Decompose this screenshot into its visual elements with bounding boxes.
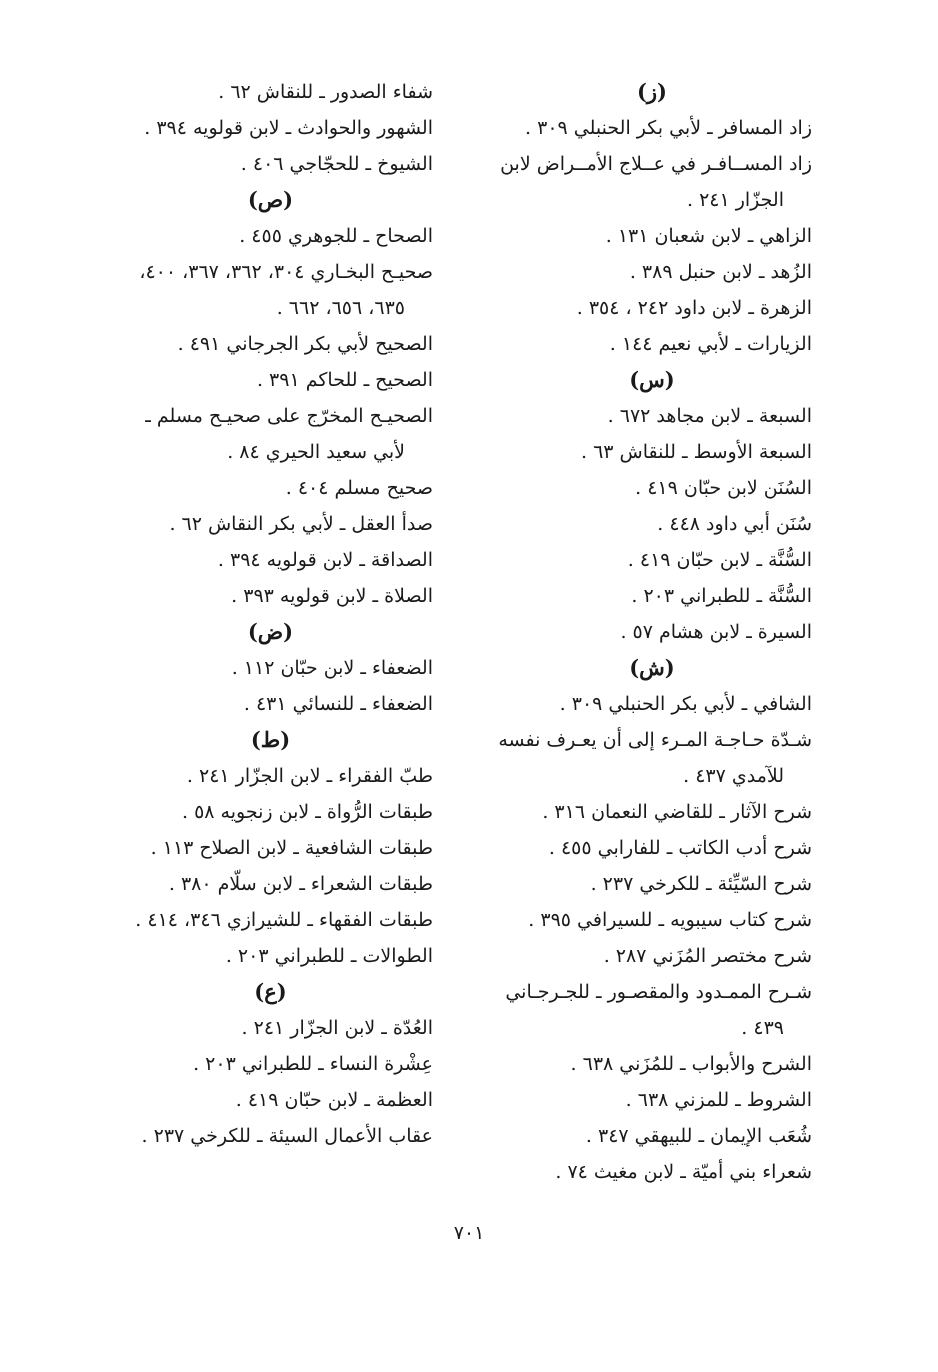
index-entry-text: العظمة ـ لابن حبّان ٤١٩ . bbox=[235, 1089, 433, 1111]
index-entry bbox=[492, 326, 812, 362]
index-entry-text: السُّنَّة ـ للطبراني ٢٠٣ . bbox=[631, 585, 812, 607]
index-entry bbox=[492, 830, 812, 866]
index-entry bbox=[108, 938, 433, 974]
index-entry-text: الصحيـح المخرّج على صحيـح مسلم ـ bbox=[145, 405, 433, 427]
index-entry bbox=[492, 722, 812, 794]
index-entry bbox=[492, 254, 812, 290]
index-entry bbox=[108, 146, 433, 182]
index-entry bbox=[108, 794, 433, 830]
index-entry-text: الصحيح لأبي بكر الجرجاني ٤٩١ . bbox=[177, 333, 433, 355]
index-entry-text: زاد المسافر ـ لأبي بكر الحنبلي ٣٠٩ . bbox=[525, 117, 812, 139]
index-entry bbox=[492, 470, 812, 506]
section-heading: (ش) bbox=[629, 655, 675, 680]
index-entry-continuation: ٤٣٩ . bbox=[741, 1017, 784, 1039]
index-entry bbox=[108, 326, 433, 362]
index-entry-text: صحيـح البخـاري ٣٠٤، ٣٦٢، ٣٦٧، ٤٠٠، bbox=[139, 261, 433, 283]
index-entry-text: شُعَب الإيمان ـ للبيهقي ٣٤٧ . bbox=[585, 1125, 812, 1147]
index-entry bbox=[492, 1082, 812, 1118]
index-entry-text: الزيارات ـ لأبي نعيم ١٤٤ . bbox=[609, 333, 812, 355]
index-entry-text: الطوالات ـ للطبراني ٢٠٣ . bbox=[225, 945, 433, 967]
index-entry-text: السُّنَّة ـ لابن حبّان ٤١٩ . bbox=[627, 549, 812, 571]
index-entry bbox=[492, 974, 812, 1046]
index-entry-text: الزُهد ـ لابن حنبل ٣٨٩ . bbox=[629, 261, 812, 283]
index-entry bbox=[108, 866, 433, 902]
section-heading: (ع) bbox=[254, 979, 287, 1004]
index-entry-text: الشروط ـ للمزني ٦٣٨ . bbox=[625, 1089, 812, 1111]
index-entry bbox=[492, 434, 812, 470]
index-entry bbox=[108, 254, 433, 326]
section-heading: (ص) bbox=[247, 187, 294, 212]
index-entry bbox=[492, 866, 812, 902]
index-entry bbox=[108, 578, 433, 614]
index-entry-text: الزاهي ـ لابن شعبان ١٣١ . bbox=[605, 225, 812, 247]
index-column-left bbox=[108, 74, 433, 1154]
index-entry-text: الشافي ـ لأبي بكر الحنبلي ٣٠٩ . bbox=[559, 693, 812, 715]
index-entry bbox=[492, 398, 812, 434]
index-entry-continuation: للآمدي ٤٣٧ . bbox=[683, 765, 784, 787]
index-entry bbox=[108, 902, 433, 938]
index-entry-text: طبّ الفقراء ـ لابن الجزّار ٢٤١ . bbox=[186, 765, 433, 787]
index-entry bbox=[492, 146, 812, 218]
index-entry bbox=[492, 686, 812, 722]
section-heading: (س) bbox=[629, 367, 675, 392]
index-entry-text: عِشْرة النساء ـ للطبراني ٢٠٣ . bbox=[193, 1053, 433, 1075]
index-entry-continuation: الجزّار ٢٤١ . bbox=[686, 189, 784, 211]
index-entry-text: شـرح الممـدود والمقصـور ـ للجـرجـاني bbox=[505, 981, 812, 1003]
index-entry-continuation: لأبي سعيد الحيري ٨٤ . bbox=[227, 441, 405, 463]
index-entry-text: صحيح مسلم ٤٠٤ . bbox=[285, 477, 433, 499]
index-entry-text: شرح السّيِّئة ـ للكرخي ٢٣٧ . bbox=[590, 873, 812, 895]
index-entry bbox=[492, 290, 812, 326]
index-entry bbox=[108, 1118, 433, 1154]
index-entry bbox=[492, 938, 812, 974]
index-entry-continuation: ٦٣٥، ٦٥٦، ٦٦٢ . bbox=[276, 297, 405, 319]
index-entry-text: شرح مختصر المُزَني ٢٨٧ . bbox=[603, 945, 812, 967]
index-entry bbox=[108, 650, 433, 686]
index-entry-text: الزهرة ـ لابن داود ٢٤٢ ، ٣٥٤ . bbox=[576, 297, 812, 319]
index-entry-text: العُدّة ـ لابن الجزّار ٢٤١ . bbox=[241, 1017, 433, 1039]
index-entry bbox=[492, 578, 812, 614]
index-entry-text: طبقات الشافعية ـ لابن الصلاح ١١٣ . bbox=[150, 837, 433, 859]
index-entry-text: سُنَن أبي داود ٤٤٨ . bbox=[657, 513, 812, 535]
index-entry-text: طبقات الفقهاء ـ للشيرازي ٣٤٦، ٤١٤ . bbox=[135, 909, 433, 931]
index-entry bbox=[108, 470, 433, 506]
index-entry bbox=[492, 542, 812, 578]
index-entry bbox=[492, 1118, 812, 1154]
index-entry-text: طبقات الرُّواة ـ لابن زنجويه ٥٨ . bbox=[182, 801, 433, 823]
index-entry bbox=[108, 362, 433, 398]
index-entry-text: السبعة ـ لابن مجاهد ٦٧٢ . bbox=[607, 405, 812, 427]
index-entry bbox=[108, 686, 433, 722]
index-entry-text: الشهور والحوادث ـ لابن قولويه ٣٩٤ . bbox=[144, 117, 433, 139]
index-entry bbox=[108, 398, 433, 470]
index-entry bbox=[108, 1010, 433, 1046]
index-entry-text: شعراء بني أميّة ـ لابن مغيث ٧٤ . bbox=[555, 1161, 812, 1183]
index-entry bbox=[108, 830, 433, 866]
section-heading: (ض) bbox=[247, 619, 294, 644]
index-entry-text: السيرة ـ لابن هشام ٥٧ . bbox=[620, 621, 812, 643]
index-entry-text: شرح أدب الكاتب ـ للفارابي ٤٥٥ . bbox=[548, 837, 812, 859]
index-entry bbox=[108, 1046, 433, 1082]
index-entry-text: الصحيح ـ للحاكم ٣٩١ . bbox=[256, 369, 433, 391]
index-entry bbox=[108, 1082, 433, 1118]
index-entry bbox=[492, 1154, 812, 1190]
index-entry-text: السبعة الأوسط ـ للنقاش ٦٣ . bbox=[581, 441, 812, 463]
index-entry-text: شرح الآثار ـ للقاضي النعمان ٣١٦ . bbox=[542, 801, 812, 823]
index-entry-text: شفاء الصدور ـ للنقاش ٦٢ . bbox=[218, 81, 433, 103]
section-heading: (ط) bbox=[250, 727, 291, 752]
index-entry bbox=[492, 218, 812, 254]
index-entry-text: زاد المســافـر في عــلاج الأمــراض لابن bbox=[500, 153, 812, 175]
index-entry-text: طبقات الشعراء ـ لابن سلّام ٣٨٠ . bbox=[168, 873, 433, 895]
index-entry bbox=[108, 218, 433, 254]
index-entry-text: شـدّة حـاجـة المـرء إلى أن يعـرف نفسه bbox=[498, 729, 812, 751]
index-entry bbox=[492, 110, 812, 146]
index-entry-text: الشرح والأبواب ـ للمُزَني ٦٣٨ . bbox=[570, 1053, 812, 1075]
index-entry-text: الشيوخ ـ للحجّاجي ٤٠٦ . bbox=[240, 153, 433, 175]
index-entry-text: السُنَن لابن حبّان ٤١٩ . bbox=[635, 477, 812, 499]
index-entry-text: عقاب الأعمال السيئة ـ للكرخي ٢٣٧ . bbox=[141, 1125, 433, 1147]
index-column-right bbox=[492, 74, 812, 1190]
index-entry bbox=[492, 506, 812, 542]
index-entry bbox=[108, 110, 433, 146]
index-entry bbox=[108, 542, 433, 578]
index-entry-text: الضعفاء ـ للنسائي ٤٣١ . bbox=[243, 693, 433, 715]
index-entry bbox=[492, 614, 812, 650]
index-entry-text: الصلاة ـ لابن قولويه ٣٩٣ . bbox=[231, 585, 433, 607]
index-entry bbox=[492, 1046, 812, 1082]
index-entry-text: الصداقة ـ لابن قولويه ٣٩٤ . bbox=[217, 549, 433, 571]
index-entry bbox=[108, 506, 433, 542]
index-entry bbox=[492, 794, 812, 830]
index-entry-text: صدأ العقل ـ لأبي بكر النقاش ٦٢ . bbox=[169, 513, 433, 535]
page-number: ٧٠١ bbox=[453, 1222, 485, 1244]
index-entry-text: الصحاح ـ للجوهري ٤٥٥ . bbox=[239, 225, 433, 247]
index-entry bbox=[108, 74, 433, 110]
index-entry bbox=[108, 758, 433, 794]
section-heading: (ز) bbox=[636, 79, 667, 104]
index-entry-text: الضعفاء ـ لابن حبّان ١١٢ . bbox=[231, 657, 433, 679]
index-entry-text: شرح كتاب سيبويه ـ للسيرافي ٣٩٥ . bbox=[528, 909, 812, 931]
index-entry bbox=[492, 902, 812, 938]
